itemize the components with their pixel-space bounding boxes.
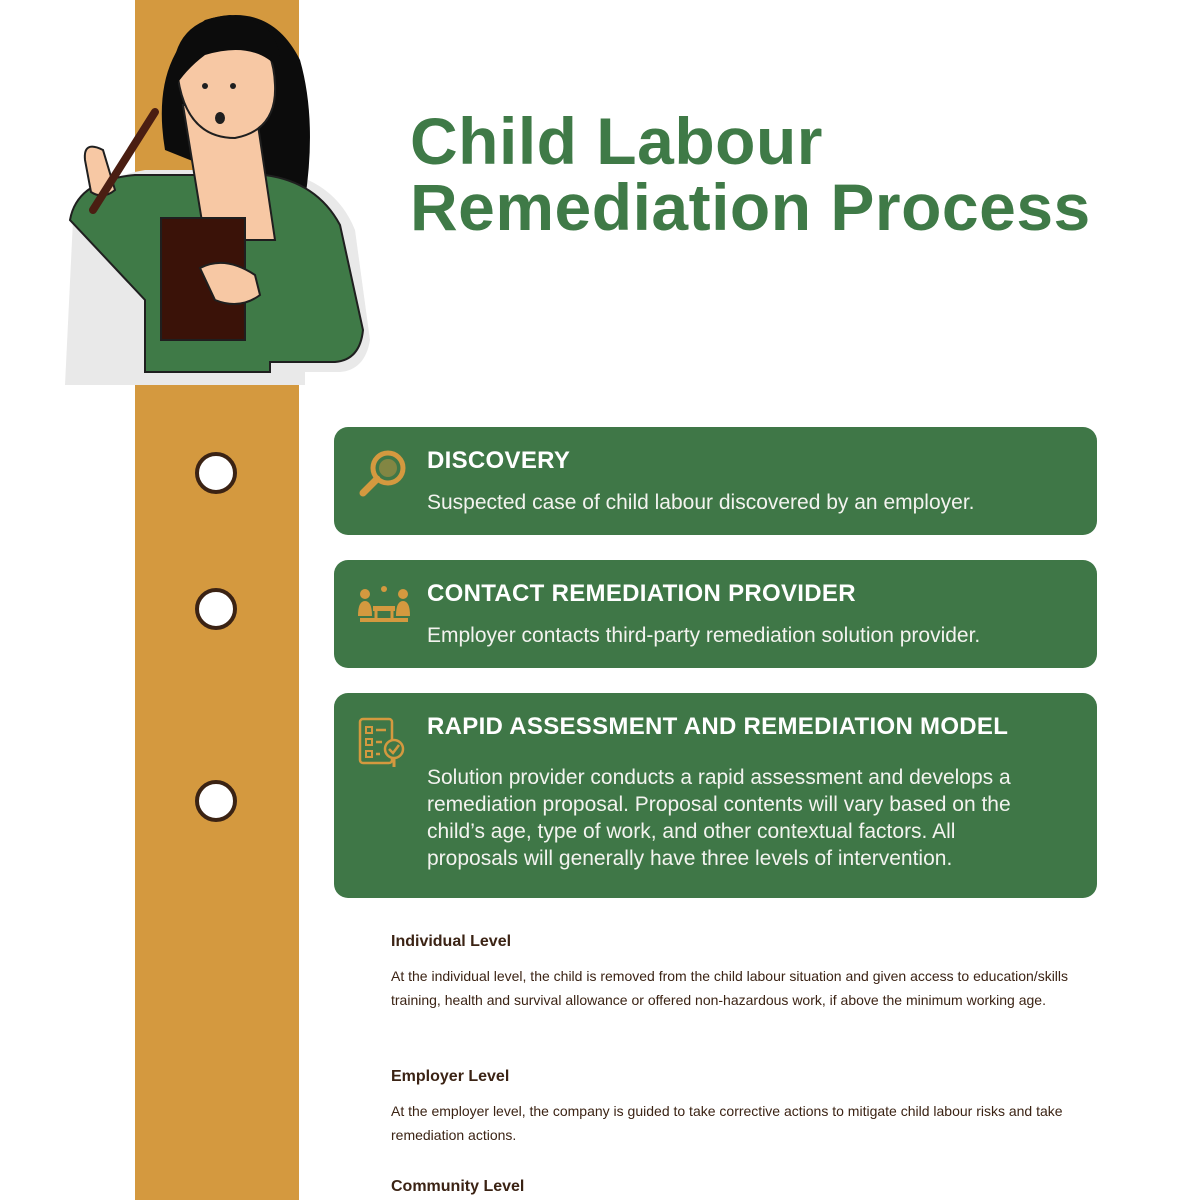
step-description: Employer contacts third-party remediation solution provider. [427,624,981,647]
meeting-icon [356,582,412,626]
timeline-dot-2 [195,588,237,630]
page-title [410,104,1170,244]
step-card-rapid-assessment [334,693,1097,898]
magnifier-icon [356,447,412,503]
level-text: At the employer level, the company is guided to take corrective actions to mitigate child labour risks and take remediation actions. [391,1103,1063,1143]
step-description: Suspected case of child labour discovered by an employer. [427,491,975,514]
timeline-dot-3 [195,780,237,822]
level-community [391,1178,1081,1200]
checklist-icon [356,715,408,769]
timeline-dot-1 [195,452,237,494]
step-heading: DISCOVERY [427,447,571,474]
step-heading: RAPID ASSESSMENT AND REMEDIATION MODEL [427,713,1009,740]
step-card-discovery [334,427,1097,535]
woman-with-notepad-illustration [55,0,375,385]
step-heading: CONTACT REMEDIATION PROVIDER [427,580,856,607]
level-title: Community Level [391,1178,525,1195]
page-title-line-1: Child Labour [410,104,823,178]
level-title: Individual Level [391,933,512,950]
step-card-contact-provider [334,560,1097,668]
page-title-line-2: Remediation Process [410,170,1091,244]
level-individual [391,933,1081,1012]
level-employer [391,1068,1081,1147]
step-description: Solution provider conducts a rapid assessment and develops a remediation proposal. Proposal contents will vary based on the child’s age, type of work, and other contextual factors. All proposals will generally have three levels of intervention. [427,766,1011,870]
level-title: Employer Level [391,1068,510,1085]
level-text: At the individual level, the child is removed from the child labour situation and given access to education/skills training, health and survival allowance or offered non-hazardous work, if above the minimum working age. [391,968,1069,1008]
